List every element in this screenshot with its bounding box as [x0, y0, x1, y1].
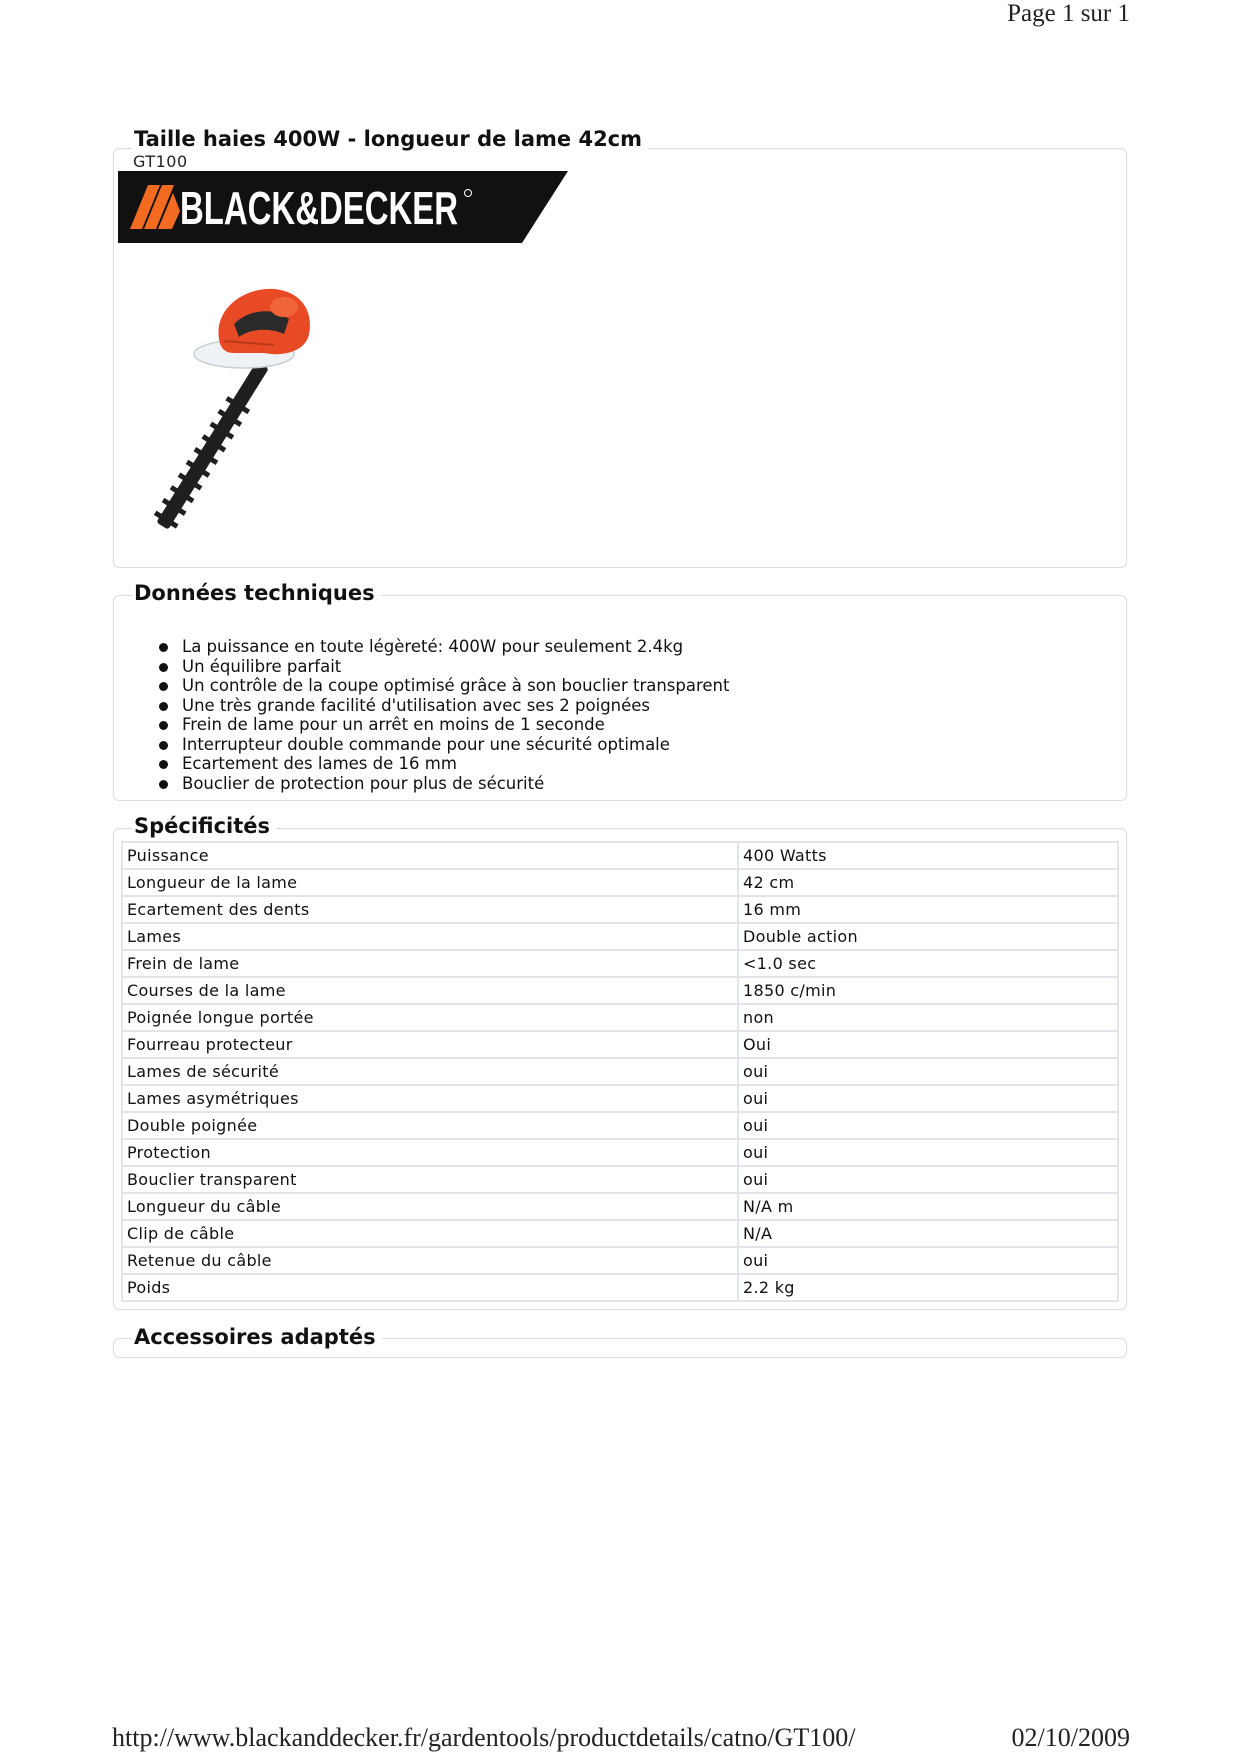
list-item: Un contrôle de la coupe optimisé grâce à son bouclier transparent	[159, 676, 729, 696]
footer-url: http://www.blackanddecker.fr/gardentools/productdetails/catno/GT100/	[112, 1723, 856, 1752]
product-model: GT100	[133, 152, 188, 171]
techniques-list	[159, 637, 729, 793]
svg-text:BLACK&DECKER: BLACK&DECKER	[180, 182, 458, 234]
table-row: Lames asymétriques oui	[122, 1085, 1118, 1112]
bullet-icon	[159, 702, 168, 711]
table-row: Protection oui	[122, 1139, 1118, 1166]
list-item: Frein de lame pour un arrêt en moins de 1 seconde	[159, 715, 729, 735]
table-row: Courses de la lame 1850 c/min	[122, 977, 1118, 1004]
bullet-icon	[159, 643, 168, 652]
table-row: Lames Double action	[122, 923, 1118, 950]
table-row: Longueur du câble N/A m	[122, 1193, 1118, 1220]
table-row: Retenue du câble oui	[122, 1247, 1118, 1274]
bullet-icon	[159, 682, 168, 691]
specs-panel	[113, 814, 1127, 1310]
table-row: Clip de câble N/A	[122, 1220, 1118, 1247]
bullet-icon	[159, 780, 168, 789]
table-row: Frein de lame <1.0 sec	[122, 950, 1118, 977]
bullet-icon	[159, 721, 168, 730]
list-item: Bouclier de protection pour plus de sécurité	[159, 774, 729, 794]
table-row: Longueur de la lame 42 cm	[122, 869, 1118, 896]
techniques-heading: Données techniques	[132, 581, 381, 605]
techniques-panel	[113, 581, 1127, 801]
table-row: Puissance 400 Watts	[122, 842, 1118, 869]
table-row: Poignée longue portée non	[122, 1004, 1118, 1031]
accessories-heading: Accessoires adaptés	[132, 1325, 382, 1349]
accessories-panel	[113, 1325, 1127, 1358]
hedge-trimmer-photo	[124, 279, 324, 549]
bullet-icon	[159, 741, 168, 750]
table-row: Poids 2.2 kg	[122, 1274, 1118, 1301]
product-title: Taille haies 400W - longueur de lame 42cm	[132, 127, 648, 151]
bullet-icon	[159, 663, 168, 672]
list-item: Interrupteur double commande pour une sécurité optimale	[159, 735, 729, 755]
list-item: Un équilibre parfait	[159, 657, 729, 677]
bullet-icon	[159, 760, 168, 769]
list-item: Ecartement des lames de 16 mm	[159, 754, 729, 774]
list-item: La puissance en toute légèreté: 400W pour seulement 2.4kg	[159, 637, 729, 657]
specs-heading: Spécificités	[132, 814, 276, 838]
table-row: Ecartement des dents 16 mm	[122, 896, 1118, 923]
table-row: Double poignée oui	[122, 1112, 1118, 1139]
list-item: Une très grande facilité d'utilisation avec ses 2 poignées	[159, 696, 729, 716]
table-row: Bouclier transparent oui	[122, 1166, 1118, 1193]
table-row: Lames de sécurité oui	[122, 1058, 1118, 1085]
brand-logo	[118, 171, 568, 243]
product-panel	[113, 127, 1127, 568]
specs-table	[121, 841, 1119, 1302]
table-row: Fourreau protecteur Oui	[122, 1031, 1118, 1058]
footer-date: 02/10/2009	[1011, 1723, 1130, 1752]
page-number: Page 1 sur 1	[1007, 0, 1130, 27]
